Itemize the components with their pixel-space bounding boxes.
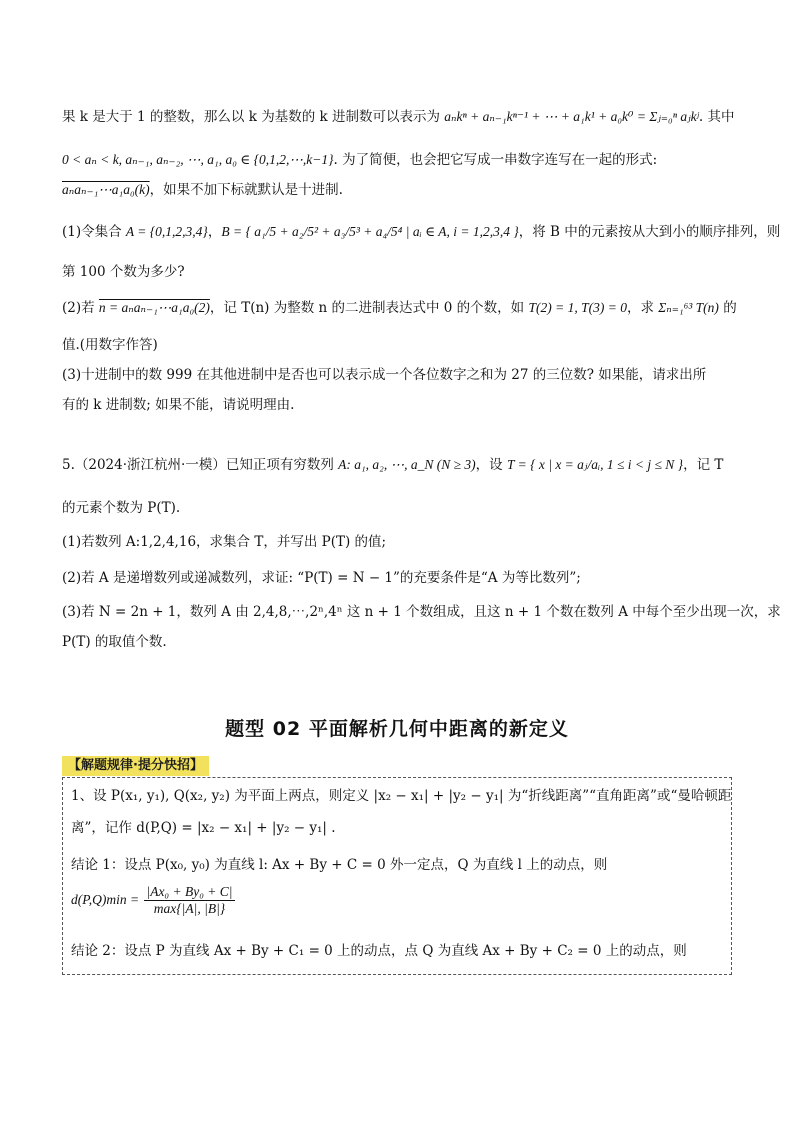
distance-lhs: d(P,Q)min = — [71, 892, 143, 907]
p4-text: (1)令集合 — [62, 224, 126, 240]
p4-line2 — [62, 150, 742, 170]
p5-text: (3)若 N = 2n + 1，数列 A 由 2,4,8,⋯,2ⁿ,4ⁿ 这 n + 1 个数组成，且这 n + 1 个数在数列 A 中每个至少出现一次，求 — [62, 604, 781, 620]
p4-text: 有的 k 进制数; 如果不能，请说明理由. — [62, 397, 295, 413]
p4-text: ，如果不加下标就默认是十进制. — [149, 182, 343, 198]
p4-part1-cont — [62, 262, 742, 282]
p5-text: ，设 — [475, 457, 507, 473]
p4-text: . 其中 — [698, 109, 735, 125]
p4-part1 — [62, 222, 781, 242]
box-line2: 离”，记作 d(P,Q) = |x₂ − x₁| + |y₂ − y₁| . — [71, 820, 336, 836]
p4-part3-cont — [62, 395, 742, 415]
sequence-a: A: a₁, a₂, ⋯, a_N (N ≥ 3) — [338, 457, 476, 472]
p5-q1 — [62, 532, 742, 552]
p4-text: ，将 B 中的元素按从大到小的顺序排列，则 — [518, 224, 781, 240]
p4-text: 第 100 个数为多少? — [62, 264, 185, 280]
sum-t: Σₙ₌₁⁶³ T(n) — [658, 300, 719, 315]
p4-line1 — [62, 107, 742, 127]
p4-part2-cont — [62, 335, 742, 355]
set-a: A = {0,1,2,3,4} — [125, 224, 208, 239]
p4-text: 果 k 是大于 1 的整数，那么以 k 为基数的 k 进制数可以表示为 — [62, 109, 445, 125]
tips-badge: 【解题规律·提分快招】 — [62, 756, 209, 776]
p4-digit-string: aₙaₙ₋₁⋯a₁a₀(k) — [62, 182, 150, 197]
binary-n: n = aₙaₙ₋₁⋯a₁a₀(2) — [98, 300, 210, 315]
p5-q2 — [62, 568, 742, 588]
p4-part2 — [62, 298, 742, 318]
p4-line3 — [62, 180, 742, 200]
set-b: B = { a₁/5 + a₂/5² + a₃/5³ + a₄/5⁴ | aᵢ ∈ A, i = 1,2,3,4 } — [221, 224, 519, 239]
p5-text: 的元素个数为 P(T). — [62, 500, 181, 516]
p5-q3-cont — [62, 632, 742, 652]
fraction-numerator: |Ax₀ + By₀ + C| — [146, 884, 233, 899]
p5-line2 — [62, 498, 742, 518]
box-line3: 结论 1：设点 P(x₀, y₀) 为直线 l: Ax + By + C = 0 外一定点，Q 为直线 l 上的动点，则 — [71, 857, 608, 873]
p5-text: (2)若 A 是递增数列或递减数列，求证: “P(T) = N − 1”的充要条件是“A 为等比数列”; — [62, 570, 581, 586]
p4-text: . 为了简便，也会把它写成一串数字连写在一起的形式: — [333, 152, 658, 168]
p4-text: (3)十进制中的数 999 在其他进制中是否也可以表示成一个各位数字之和为 27 的三位数? 如果能，请求出所 — [62, 367, 707, 383]
p4-text: ，记 T(n) 为整数 n 的二进制表达式中 0 的个数，如 — [209, 300, 529, 316]
p4-text: 的 — [718, 300, 737, 316]
p5-text: P(T) 的取值个数. — [62, 634, 167, 650]
section-title: 题型 02 平面解析几何中距离的新定义 — [225, 718, 569, 740]
p4-text: ， — [207, 224, 222, 240]
set-t: T = { x | x = aⱼ/aᵢ, 1 ≤ i < j ≤ N } — [506, 457, 684, 472]
fraction-denominator: max{|A|, |B|} — [153, 901, 226, 916]
box-line1: 1、设 P(x₁, y₁), Q(x₂, y₂) 为平面上两点，则定义 |x₂ − x₁| + |y₂ − y₁| 为“折线距离”“直角距离”或“曼哈顿距 — [71, 788, 732, 804]
p5-text: ，记 T — [683, 457, 724, 473]
p5-text: (1)若数列 A:1,2,4,16，求集合 T，并写出 P(T) 的值; — [62, 534, 387, 550]
tips-box — [62, 777, 732, 975]
p4-text: ，求 — [626, 300, 659, 316]
t-examples: T(2) = 1, T(3) = 0 — [528, 300, 627, 315]
box-formula — [71, 882, 721, 918]
p5-q3 — [62, 602, 781, 622]
p5-text: 5.（2024·浙江杭州·一模）已知正项有穷数列 — [62, 457, 339, 473]
p4-formula-base-k: aₙkⁿ + aₙ₋₁kⁿ⁻¹ + ⋯ + a₁k¹ + a₀k⁰ = Σⱼ₌₀ⁿ aⱼkʲ — [444, 109, 699, 124]
p4-text: 值.(用数字作答) — [62, 337, 158, 353]
distance-fraction — [144, 884, 234, 917]
p4-text: (2)若 — [62, 300, 99, 316]
p4-part3 — [62, 365, 742, 385]
box-line5: 结论 2：设点 P 为直线 Ax + By + C₁ = 0 上的动点，点 Q 为直线 Ax + By + C₂ = 0 上的动点，则 — [71, 943, 687, 959]
p4-digit-conditions: 0 < aₙ < k, aₙ₋₁, aₙ₋₂, ⋯, a₁, a₀ ∈ {0,1,2,⋯,k−1} — [62, 152, 334, 167]
p5-line1 — [62, 455, 742, 475]
